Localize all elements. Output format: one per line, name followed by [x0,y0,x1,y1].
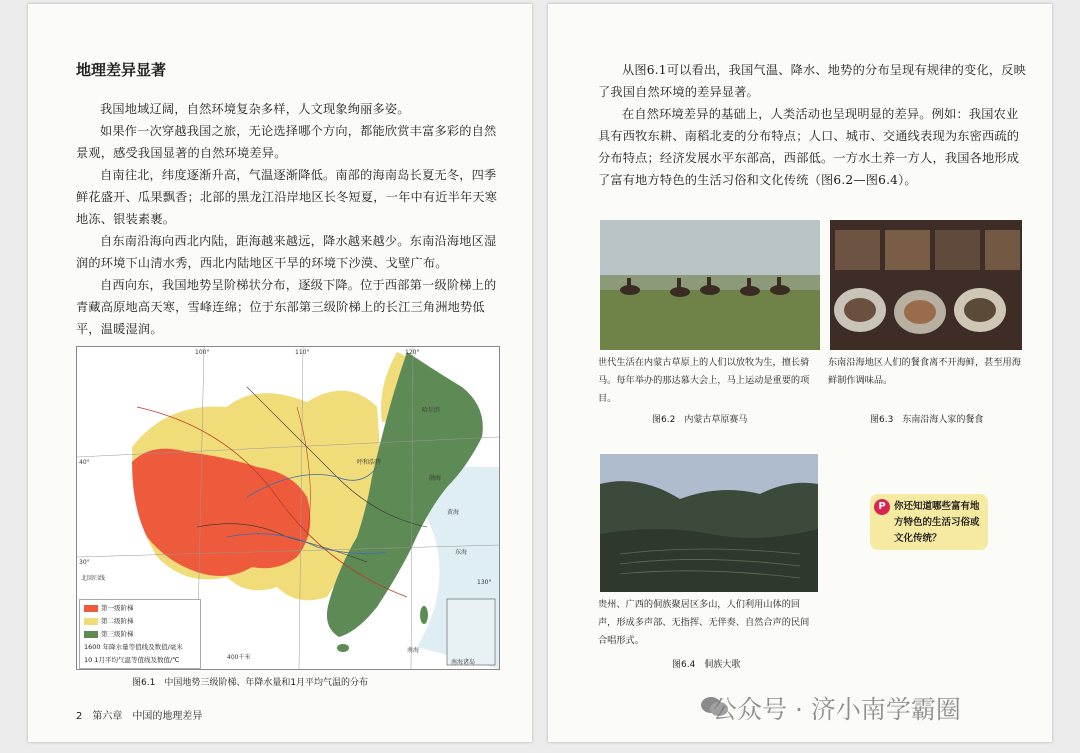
legend-label: 第二级阶梯 [101,617,134,625]
photo-dong-song [600,454,818,592]
think-bubble [870,494,988,550]
paragraph-6: 从图6.1可以看出，我国气温、降水、地势的分布呈现有规律的变化，反映了我国自然环境的差异显著。 [598,63,1026,99]
legend-item [84,655,179,664]
figure-6-1-caption: 图6.1 中国地势三级阶梯、年降水量和1月平均气温的分布 [132,678,369,688]
watermark-text: 公众号 · 济小南学霸圈 [712,695,961,724]
photo-6-2-description: 世代生活在内蒙古草原上的人们以放牧为生，擅长骑马。每年举办的那达慕大会上，马上运动是重要的项目。 [598,357,810,404]
inset-label: 南海诸岛 [451,659,476,666]
tropic-label: 北回归线 [81,575,106,582]
section-heading: 地理差异显著 [76,61,167,79]
lon-120-label: 120° [405,349,420,356]
photo-6-4-description: 贵州、广西的侗族聚居区多山，人们利用山体的回声，形成多声部、无指挥、无伴奏、自然合声的民间合唱形式。 [598,599,810,646]
figure-6-4-caption: 图6.4 侗族大歌 [672,660,741,670]
sea-label-bohai: 渤海 [429,475,442,482]
question-icon: P [874,499,890,515]
paragraph-5: 自西向东，我国地势呈阶梯状分布，逐级下降。位于西部第一级阶梯上的青藏高原地高天寒，雪峰连绵；位于东部第三级阶梯上的长江三角洲地势低平，温暖湿润。 [76,278,497,336]
lon-110-label: 110° [295,349,310,356]
legend-swatch [84,605,98,612]
figure-6-2-caption: 图6.2 内蒙古草原赛马 [652,415,748,425]
sea-label-nanhai: 南海 [407,647,420,654]
sea-label-donghai: 东海 [455,549,468,556]
map-scale: 400千米 [227,654,251,661]
bubble-text: 你还知道哪些富有地方特色的生活习俗或文化传统？ [894,501,980,544]
sea-label-huanghai: 黄海 [447,509,460,516]
legend-label: 10 1月平均气温等值线及数值/℃ [84,656,180,664]
legend-item [84,629,134,638]
legend-label: 第一级阶梯 [101,604,134,612]
figure-6-3-caption: 图6.3 东南沿海人家的餐食 [870,415,984,425]
paragraph-3: 自南往北，纬度逐渐升高，气温逐渐降低。南部的海南岛长夏无冬，四季鲜花盛开、瓜果飘香；北部的黑龙江沿岸地区长冬短夏，一年中有近半年天寒地冻、银装素裹。 [76,168,498,226]
lon-100-label: 100° [195,349,210,356]
legend-item [84,642,183,651]
legend-item [84,603,134,612]
paragraph-1: 我国地域辽阔，自然环境复杂多样，人文现象绚丽多姿。 [100,102,410,116]
lat-40-label: 40° [79,459,90,466]
lat-30-label: 30° [79,559,90,566]
paragraph-7: 在自然环境差异的基础上，人类活动也呈现明显的差异。例如：我国农业具有西牧东耕、南稻北麦的分布特点；人口、城市、交通线表现为东密西疏的分布特点；经济发展水平东部高，西部低。一方水土养一方人，我国各地形成了富有地方特色的生活习俗和文化传统（图6.2—图6.4）。 [598,107,1020,187]
legend-swatch [84,618,98,625]
legend-label: 第三级阶梯 [101,630,134,638]
legend-swatch [84,631,98,638]
city-label-hohhot: 呼和浩特 [357,459,382,466]
paragraph-4: 自东南沿海向西北内陆，距海越来越远，降水越来越少。东南沿海地区湿润的环境下山清水秀，西北内陆地区干旱的环境下沙漠、戈壁广布。 [76,234,497,270]
page-footer: 2 第六章 中国的地理差异 [76,711,203,722]
legend-item [84,616,134,625]
photo-6-3-description: 东南沿海地区人们的餐食离不开海鲜，甚至用海鲜制作调味品。 [828,357,1021,386]
left-page [28,4,532,742]
right-page [548,4,1052,742]
photo-horse-race [600,220,820,350]
legend-label: 1600 年降水量等值线及数值/毫米 [84,643,183,651]
map-legend [79,599,201,669]
photo-seafood [830,220,1022,350]
china-terrain-map [76,346,500,670]
paragraph-2: 如果作一次穿越我国之旅，无论选择哪个方向，都能欣赏丰富多彩的自然景观，感受我国显著的自然环境差异。 [76,124,497,160]
city-label-harbin: 哈尔滨 [422,407,441,414]
lon-130-label: 130° [477,579,492,586]
